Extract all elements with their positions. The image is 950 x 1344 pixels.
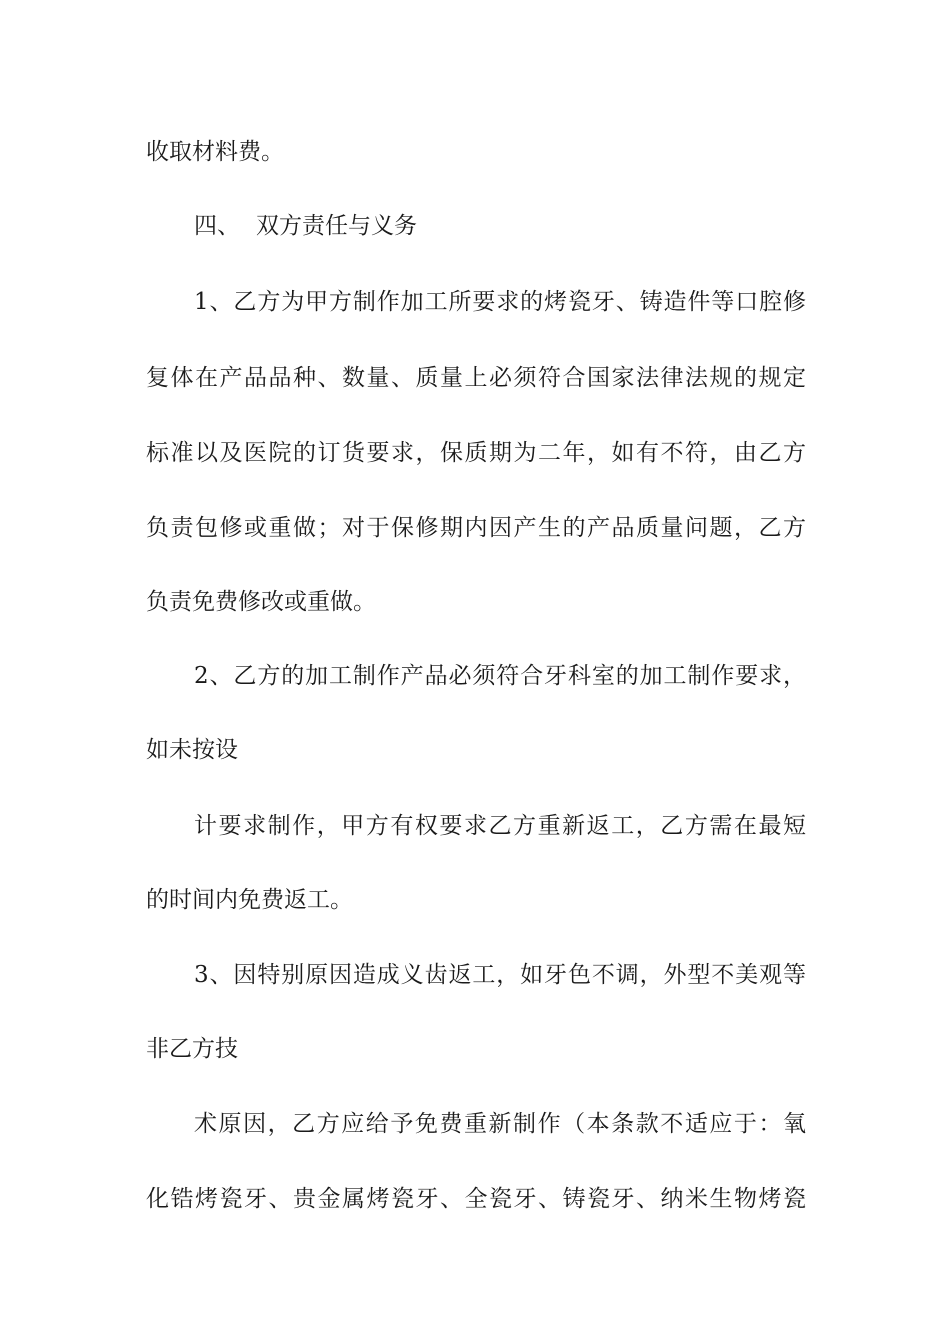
text-line: 3、因特别原因造成义齿返工，如牙色不调，外型不美观等 (194, 962, 806, 988)
section-heading (0, 206, 950, 246)
text-line: 化锆烤瓷牙、贵金属烤瓷牙、全瓷牙、铸瓷牙、纳米生物烤瓷 (146, 1186, 806, 1212)
text-line: 负责免费修改或重做。 (146, 589, 376, 615)
text-line: 负责包修或重做；对于保修期内因产生的产品质量问题，乙方 (146, 515, 806, 541)
text-line: 标准以及医院的订货要求，保质期为二年，如有不符，由乙方 (146, 440, 806, 466)
text-line: 复体在产品品种、数量、质量上必须符合国家法律法规的规定 (146, 365, 806, 391)
text-line: 计要求制作，甲方有权要求乙方重新返工，乙方需在最短 (194, 813, 806, 839)
text-line: 的时间内免费返工。 (146, 887, 353, 913)
text-line: 术原因，乙方应给予免费重新制作（本条款不适应于：氧 (194, 1111, 806, 1137)
text-line: 2、乙方的加工制作产品必须符合牙科室的加工制作要求， (194, 663, 806, 689)
text-line: 如未按设 (146, 737, 238, 763)
section-number: 四、 (194, 213, 240, 239)
text-line: 收取材料费。 (146, 139, 284, 165)
text-line: 非乙方技 (146, 1036, 238, 1062)
text-line: 1、乙方为甲方制作加工所要求的烤瓷牙、铸造件等口腔修 (194, 289, 806, 315)
section-title: 双方责任与义务 (256, 213, 417, 239)
